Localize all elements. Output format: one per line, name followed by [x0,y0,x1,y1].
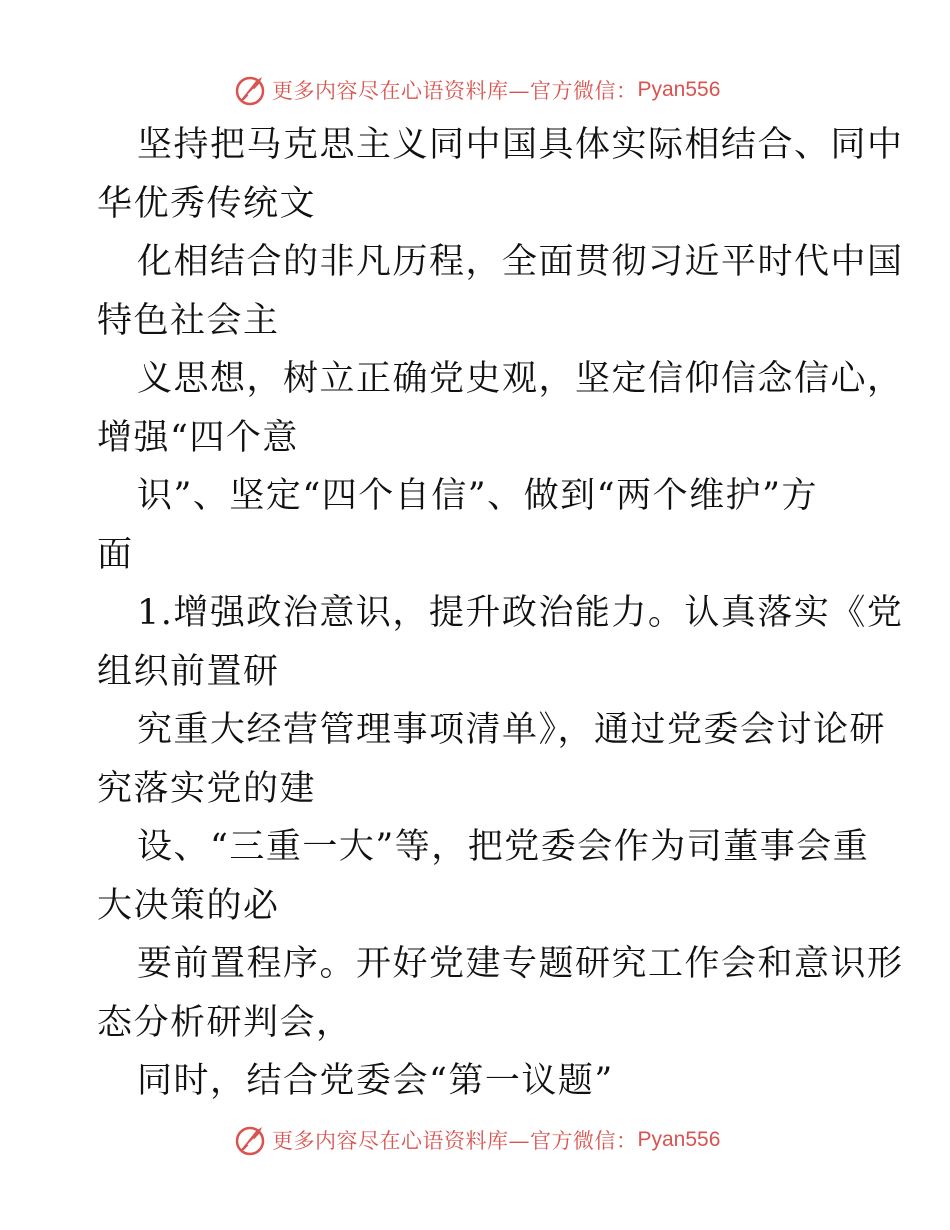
footer-watermark [234,1121,720,1159]
paragraph-line: 1.增强政治意识，提升政治能力。认真落实《党 [137,593,904,633]
document-body [97,116,904,1111]
watermark-id: Pyan556 [637,78,721,101]
paragraph-line: 增强“四个意 [97,417,299,458]
paragraph-line: 化相结合的非凡历程，全面贯彻习近平时代中国 [137,242,904,282]
paragraph-line: 组织前置研 [97,651,280,692]
header-watermark [234,71,720,109]
paragraph-line: 究重大经营管理事项清单》，通过党委会讨论研 [137,710,887,750]
watermark-id: Pyan556 [637,1128,721,1151]
paragraph-line: 义思想，树立正确党史观，坚定信仰信念信心， [137,359,904,399]
quill-pen-logo [234,73,268,107]
paragraph-line: 面 [97,534,134,575]
paragraph-line: 坚持把马克思主义同中国具体实际相结合、同中 [137,125,904,165]
paragraph-line: 要前置程序。开好党建专题研究工作会和意识形 [137,944,904,984]
paragraph-line: 同时，结合党委会“第一议题” [137,1061,614,1101]
watermark-text: 更多内容尽在心语资料库—官方微信： [272,79,638,103]
watermark-text: 更多内容尽在心语资料库—官方微信： [272,1129,638,1153]
paragraph-line: 大决策的必 [97,885,280,926]
paragraph-line: 华优秀传统文 [97,183,317,224]
paragraph-line: 识”、坚定“四个自信”、做到“两个维护”方 [137,476,818,516]
paragraph-line: 态分析研判会， [97,1002,353,1043]
quill-pen-logo [234,1123,268,1157]
paragraph-line: 究落实党的建 [97,768,317,809]
paragraph-line: 特色社会主 [97,300,280,341]
paragraph-line: 设、“三重一大”等，把党委会作为司董事会重 [137,827,870,867]
